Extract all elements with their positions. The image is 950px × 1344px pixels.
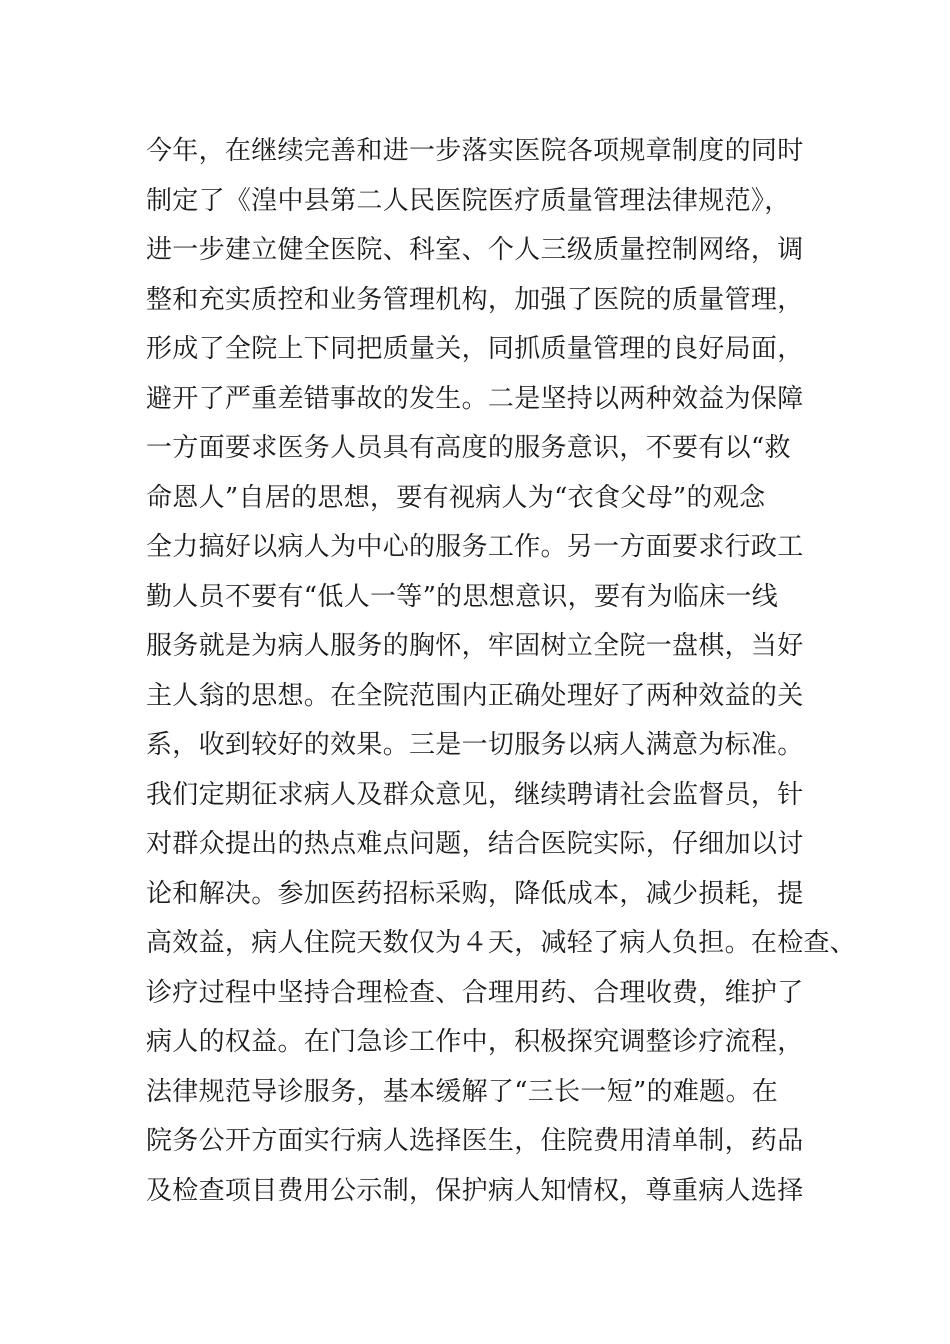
text-line: 法律规范导诊服务，基本缓解了“三长一短”的难题。在	[146, 1076, 779, 1107]
text-line: 整和充实质控和业务管理机构，加强了医院的质量管理，	[146, 284, 804, 315]
text-line: 形成了全院上下同把质量关，同抓质量管理的良好局面，	[146, 334, 804, 364]
text-line: 病人的权益。在门急诊工作中，积极探究调整诊疗流程，	[146, 1027, 804, 1057]
text-line: 高效益，病人住院天数仅为４天，减轻了病人负担。在检查、	[146, 928, 857, 958]
text-line: 命恩人”自居的思想，要有视病人为“衣食父母”的观念	[146, 482, 766, 513]
text-line: 进一步建立健全医院、科室、个人三级质量控制网络，调	[146, 235, 804, 265]
text-line: 诊疗过程中坚持合理检查、合理用药、合理收费，维护了	[146, 977, 804, 1008]
text-line: 论和解决。参加医药招标采购，降低成本，减少损耗，提	[146, 878, 804, 909]
text-line: 避开了严重差错事故的发生。二是坚持以两种效益为保障	[146, 383, 804, 414]
text-line: 主人翁的思想。在全院范围内正确处理好了两种效益的关	[146, 680, 804, 711]
text-line: 及检查项目费用公示制，保护病人知情权，尊重病人选择	[146, 1175, 804, 1206]
text-line: 服务就是为病人服务的胸怀，牢固树立全院一盘棋，当好	[146, 631, 804, 661]
text-line: 勤人员不要有“低人一等”的思想意识，要有为临床一线	[146, 581, 779, 612]
text-line: 院务公开方面实行病人选择医生，住院费用清单制，药品	[146, 1126, 804, 1156]
text-line: 系，收到较好的效果。三是一切服务以病人满意为标准。	[146, 730, 804, 760]
text-line: 制定了《湟中县第二人民医院医疗质量管理法律规范》，	[146, 185, 791, 216]
text-line: 全力搞好以病人为中心的服务工作。另一方面要求行政工	[146, 532, 804, 562]
text-line: 今年，在继续完善和进一步落实医院各项规章制度的同时	[146, 136, 804, 166]
body-paragraph	[146, 131, 857, 1220]
text-line: 我们定期征求病人及群众意见，继续聘请社会监督员，针	[146, 779, 804, 810]
text-line: 一方面要求医务人员具有高度的服务意识，不要有以“救	[146, 433, 791, 463]
text-line: 对群众提出的热点难点问题，结合医院实际，仔细加以讨	[146, 829, 804, 859]
